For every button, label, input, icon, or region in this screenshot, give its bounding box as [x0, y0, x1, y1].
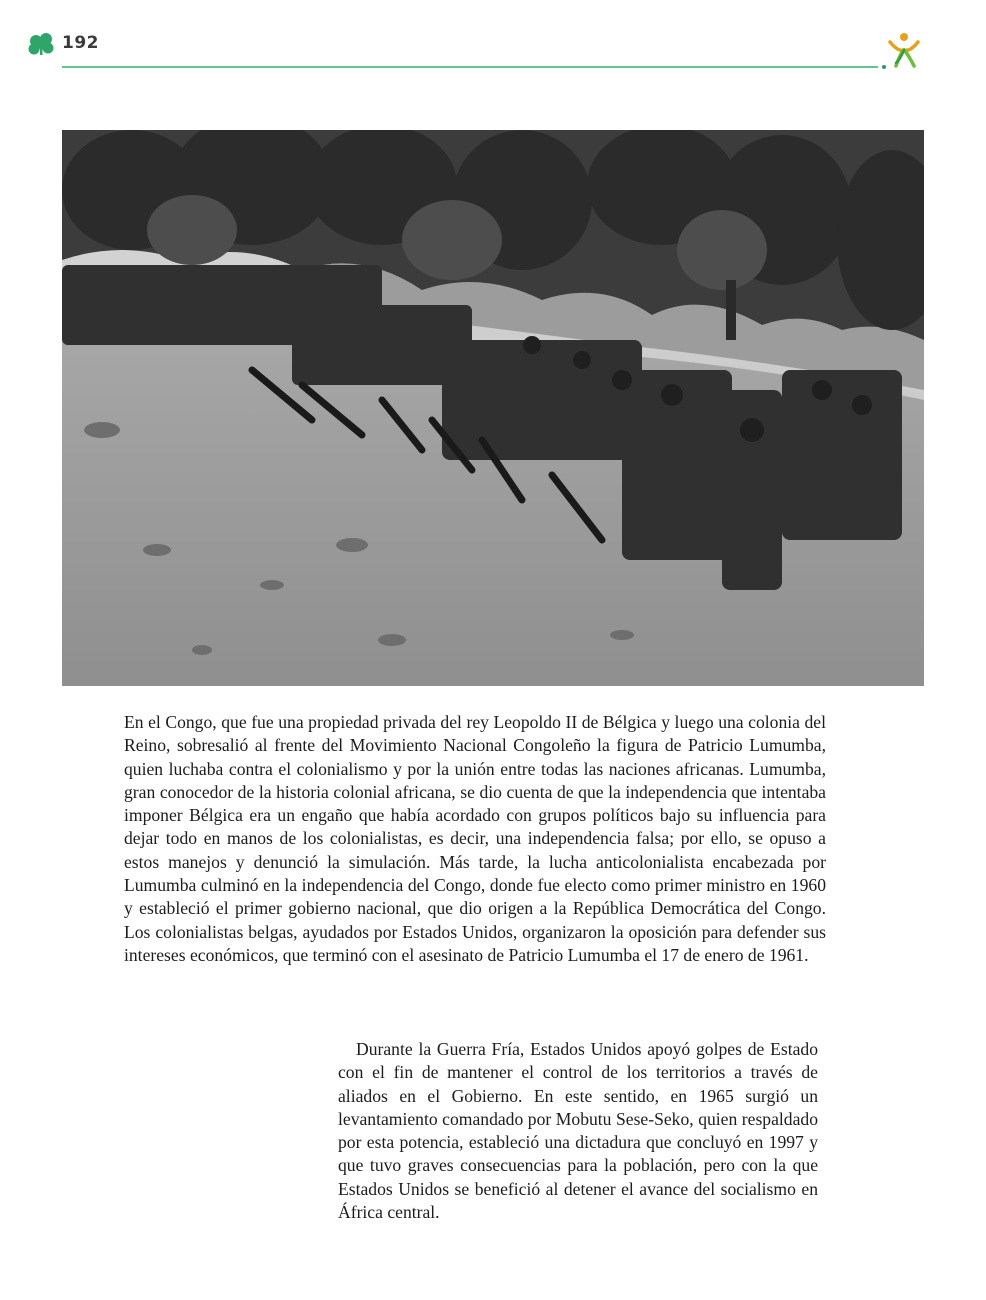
historical-photo — [62, 130, 924, 686]
figure-emblem-icon — [884, 30, 924, 72]
page-header — [0, 0, 986, 80]
header-rule — [62, 66, 878, 68]
photo-soldiers-lined-up-with-mortars — [62, 130, 924, 686]
clover-logo-icon — [26, 32, 60, 56]
body-paragraph-1: En el Congo, que fue una propiedad privada del rey Leopoldo II de Bélgica y luego una colonia del Reino, sobresalió al frente del Movimiento Nacional Congoleño la figura de Patricio Lumumba, quien luchaba contra el colonialismo y por la unión entre todas las naciones africanas. Lumumba, gran conocedor de la historia colonial africana, se dio cuenta de que la independencia que intentaba imponer Bélgica era un engaño que había acordado con grupos políticos bajo su influencia para dejar todo en manos de los colonialistas, es decir, una independencia falsa; por ello, se opuso a estos manejos y denunció la simulación. Más tarde, la lucha anticolonialista encabezada por Lumumba culminó en la independencia del Congo, donde fue electo como primer ministro en 1960 y estableció el primer gobierno nacional, que dio origen a la República Democrática del Congo. Los colonialistas belgas, ayudados por Estados Unidos, organizaron la oposición para defender sus intereses económicos, que terminó con el asesinato de Patricio Lumumba el 17 de enero de 1961. — [124, 712, 826, 965]
page-number: 192 — [62, 33, 99, 53]
body-paragraph-2: Durante la Guerra Fría, Estados Unidos apoyó golpes de Estado con el fin de mantener el control de los territorios a través de aliados en el Gobierno. En este sentido, en 1965 surgió un levantamiento comandado por Mobutu Sese-Seko, quien respaldado por esta potencia, estableció una dictadura que concluyó en 1997 y que tuvo graves consecuencias para la población, pero con la que Estados Unidos se benefició al detener el avance del socialismo en África central. — [338, 1039, 818, 1223]
